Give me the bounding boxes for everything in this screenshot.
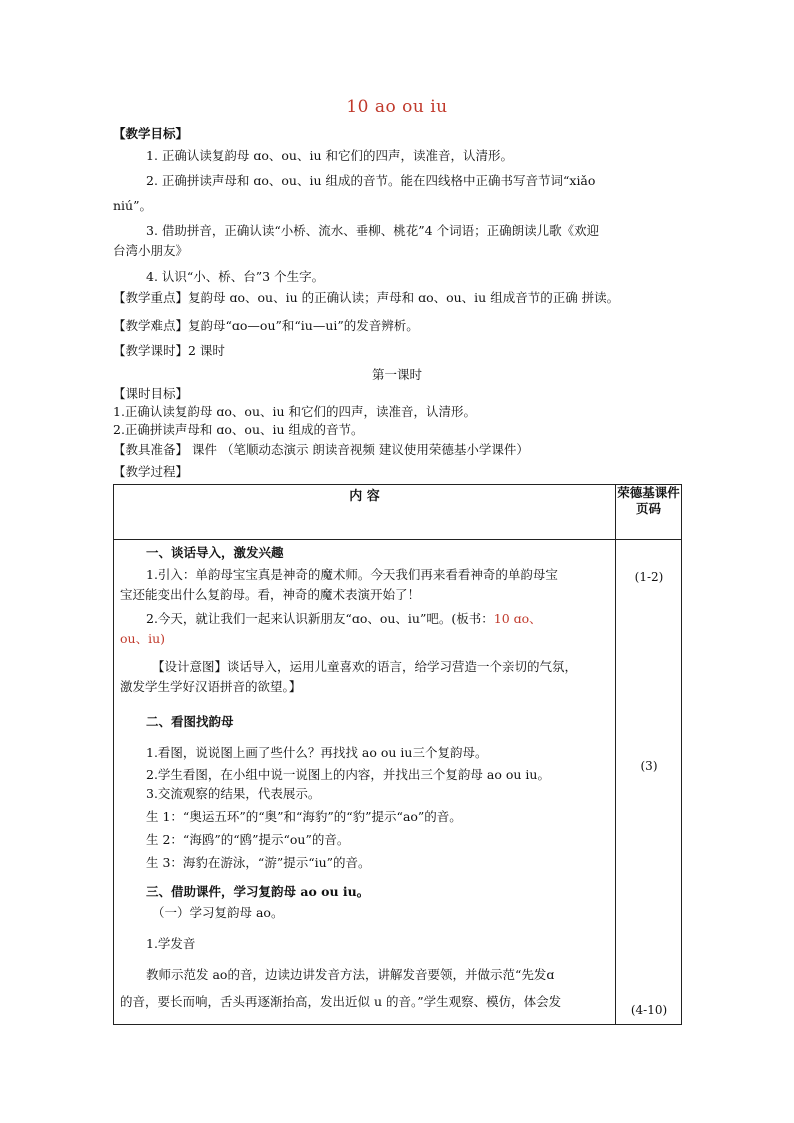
section-3-title: 三、借助课件，学习复韵母 ao ou iu。: [146, 884, 370, 899]
class-periods: 【教学课时】2 课时: [113, 343, 225, 358]
s1-line-1: 1.引入：单韵母宝宝真是神奇的魔术师。今天我们再来看看神奇的单韵母宝: [146, 567, 558, 582]
page-ref-3: (4-10): [630, 1003, 668, 1017]
board-note: 10 ɑo、: [493, 611, 542, 626]
s1-line-2: 宝还能变出什么复韵母。看，神奇的魔术表演开始了！: [120, 587, 421, 602]
s2-line-3: 3.交流观察的结果，代表展示。: [146, 786, 321, 801]
goal-1: 1. 正确认读复韵母 ɑo、ou、iu 和它们的四声，读准音，认清形。: [146, 148, 513, 163]
table-header-row: [114, 485, 682, 540]
lesson-table: [113, 484, 682, 1025]
design-intent-1: 【设计意图】谈话导入，运用儿童喜欢的语言，给学习营造一个亲切的气氛，: [152, 659, 578, 674]
s1-line-3: [114, 610, 646, 628]
page-ref-2: (3): [640, 759, 658, 773]
goal-3-cont: 台湾小朋友》: [113, 243, 189, 258]
goal-2-cont: niú”。: [113, 198, 152, 213]
difficulty: 【教学难点】复韵母“ɑo—ou”和“iu—ui”的发音辨析。: [113, 318, 419, 333]
goal-3: 3. 借助拼音，正确认读“小桥、流水、垂柳、桃花”4 个词语；正确朗读儿歌《欢迎: [146, 223, 600, 238]
key-points: 【教学重点】复韵母 ɑo、ou、iu 的正确认读；声母和 ɑo、ou、iu 组成音节的正确 拼读。: [113, 290, 620, 305]
goal-4: 4. 认识“小、桥、台”3 个生字。: [146, 269, 325, 284]
s1-line-4: ou、iu): [120, 631, 166, 646]
section-1-title: 一、谈话导入，激发兴趣: [146, 545, 284, 560]
table-row: [114, 540, 682, 1025]
s2-line-2: 2.学生看图，在小组中说一说图上的内容，并找出三个复韵母 ao ou iu。: [146, 767, 550, 782]
s2-line-1: 1.看图，说说图上画了些什么？再找找 ao ou iu三个复韵母。: [146, 745, 488, 760]
content-cell: [114, 540, 616, 1025]
lesson-goals-label: 【课时目标】: [113, 386, 189, 401]
lesson-goal-2: 2.正确拼读声母和 ɑo、ou、iu 组成的音节。: [113, 422, 364, 437]
col-content-header: 内 容: [114, 485, 616, 540]
s3-subtitle: （一）学习复韵母 ao。: [152, 905, 284, 920]
page-ref-1: (1-2): [634, 570, 664, 584]
s3-line-1: 1.学发音: [146, 936, 196, 951]
page-title: 10 ao ou iu: [346, 97, 448, 117]
pages-cell: [616, 540, 682, 1025]
materials: 【教具准备】 课件 （笔顺动态演示 朗读音视频 建议使用荣德基小学课件）: [113, 442, 529, 457]
s2-line-6: 生 3：海豹在游泳，“游”提示“iu”的音。: [146, 855, 371, 870]
col-pages-header: 荣德基课件页码: [616, 485, 682, 540]
design-intent-2: 激发学生学好汉语拼音的欲望。】: [120, 679, 302, 694]
teaching-goals-label: 【教学目标】: [113, 126, 189, 141]
lesson-title: 第一课时: [371, 367, 422, 382]
goal-2: 2. 正确拼读声母和 ɑo、ou、iu 组成的音节。能在四线格中正确书写音节词“xiǎo: [146, 173, 596, 188]
section-2-title: 二、看图找韵母: [146, 714, 234, 729]
s3-line-3: 的音，要长而响，舌头再逐渐抬高，发出近似 u 的音。”学生观察、模仿，体会发: [120, 994, 562, 1009]
process-label: 【教学过程】: [113, 464, 189, 479]
s2-line-4: 生 1：“奥运五环”的“奥”和“海豹”的“豹”提示“ao”的音。: [146, 809, 462, 824]
s3-line-2: 教师示范发 ao的音，边读边讲发音方法，讲解发音要领，并做示范“先发ɑ: [146, 967, 555, 982]
s2-line-5: 生 2：“海鸥”的“鸥”提示“ou”的音。: [146, 832, 350, 847]
s1-line-3-text: 2.今天，就让我们一起来认识新朋友“ɑo、ou、iu”吧。(板书：: [146, 611, 494, 626]
lesson-goal-1: 1.正确认读复韵母 ɑo、ou、iu 和它们的四声，读准音，认清形。: [113, 404, 477, 419]
